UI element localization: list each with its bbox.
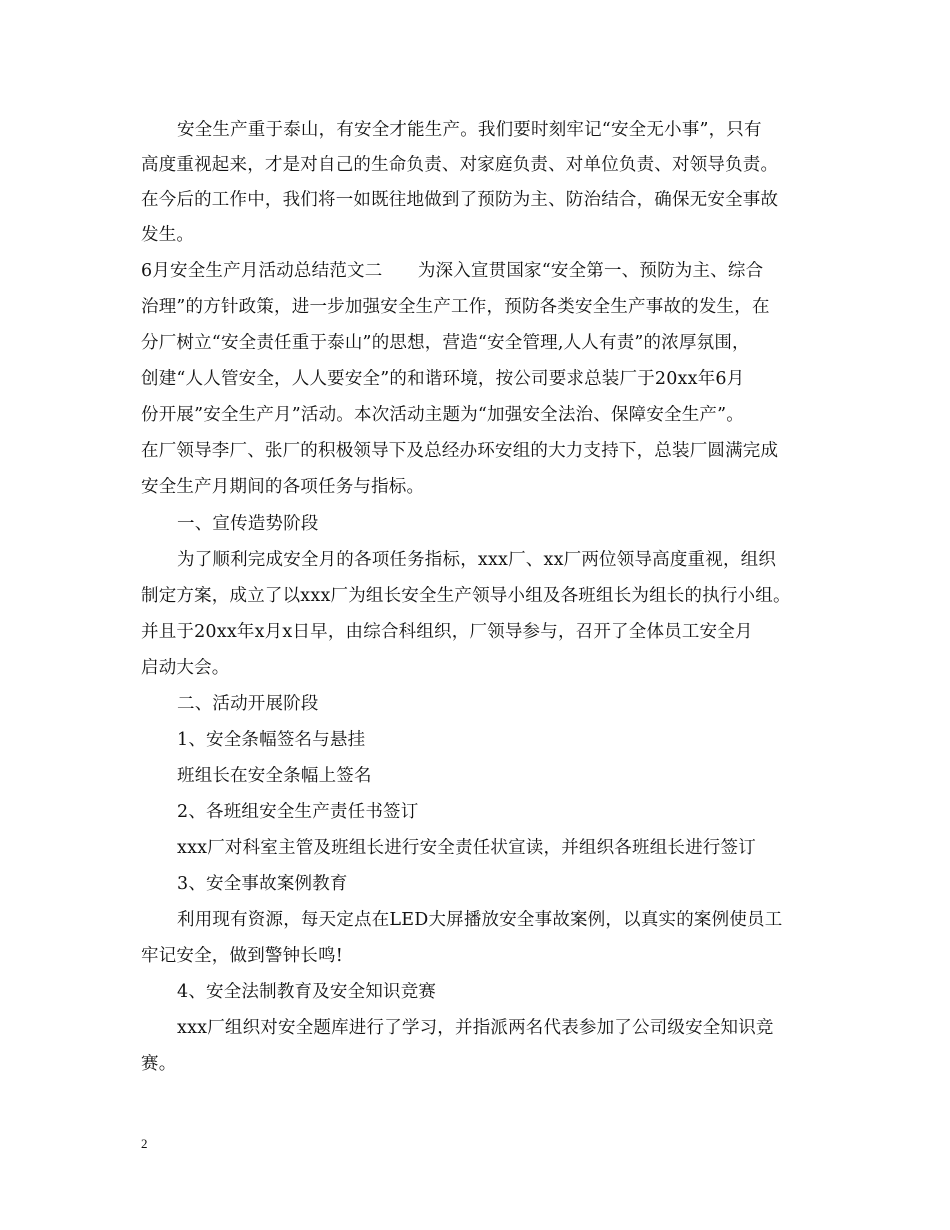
subsection-heading: 3、安全事故案例教育 (177, 874, 348, 894)
text-line: 为了顺利完成安全月的各项任务指标，xxx厂、xx厂两位领导高度重视，组织 (177, 550, 777, 570)
section-heading: 二、活动开展阶段 (177, 694, 319, 714)
text-line: 并且于20xx年x月x日早，由综合科组织，厂领导参与，召开了全体员工安全月 (141, 622, 753, 642)
text-line: 制定方案，成立了以xxx厂为组长安全生产领导小组及各班组长为组长的执行小组。 (141, 586, 791, 606)
page-number: 2 (141, 1136, 148, 1151)
text-line: 发生。 (141, 225, 195, 245)
text-line: 安全生产重于泰山，有安全才能生产。我们要时刻牢记“安全无小事”，只有 (177, 120, 762, 140)
text-line: 治理”的方针政策，进一步加强安全生产工作，预防各类安全生产事故的发生，在 (141, 297, 770, 317)
text-line: 分厂树立“安全责任重于泰山”的思想，营造“安全管理,人人有责”的浓厚氛围， (141, 333, 750, 353)
text-line: 份开展”安全生产月”活动。本次活动主题为“加强安全法治、保障安全生产”。 (141, 405, 744, 425)
text-line: 牢记安全，做到警钟长鸣! (141, 946, 343, 966)
text-line: 在厂领导李厂、张厂的积极领导下及总经办环安组的大力支持下，总装厂圆满完成 (141, 441, 779, 461)
section-heading-line: 6月安全生产月活动总结范文二 为深入宣贯国家“安全第一、预防为主、综合 (141, 261, 764, 281)
text-line: 安全生产月期间的各项任务与指标。 (141, 477, 425, 497)
text-line: 利用现有资源，每天定点在LED大屏播放安全事故案例，以真实的案例使员工 (177, 910, 783, 930)
text-line: 高度重视起来，才是对自己的生命负责、对家庭负责、对单位负责、对领导负责。 (141, 155, 779, 175)
text-line: xxx厂组织对安全题库进行了学习，并指派两名代表参加了公司级安全知识竞 (177, 1018, 774, 1038)
subsection-heading: 1、安全条幅签名与悬挂 (177, 730, 366, 750)
subsection-heading: 4、安全法制教育及安全知识竞赛 (177, 982, 437, 1002)
text-line: xxx厂对科室主管及班组长进行安全责任状宣读，并组织各班组长进行签订 (177, 838, 756, 858)
subsection-heading: 2、各班组安全生产责任书签订 (177, 802, 419, 822)
text-line: 班组长在安全条幅上签名 (177, 766, 372, 786)
section-heading: 一、宣传造势阶段 (177, 514, 319, 534)
text-line: 在今后的工作中，我们将一如既往地做到了预防为主、防治结合，确保无安全事故 (141, 190, 779, 210)
text-line: 赛。 (141, 1054, 177, 1074)
text-line: 启动大会。 (141, 658, 230, 678)
text-line: 创建“人人管安全，人人要安全”的和谐环境，按公司要求总装厂于20xx年6月 (141, 369, 745, 389)
